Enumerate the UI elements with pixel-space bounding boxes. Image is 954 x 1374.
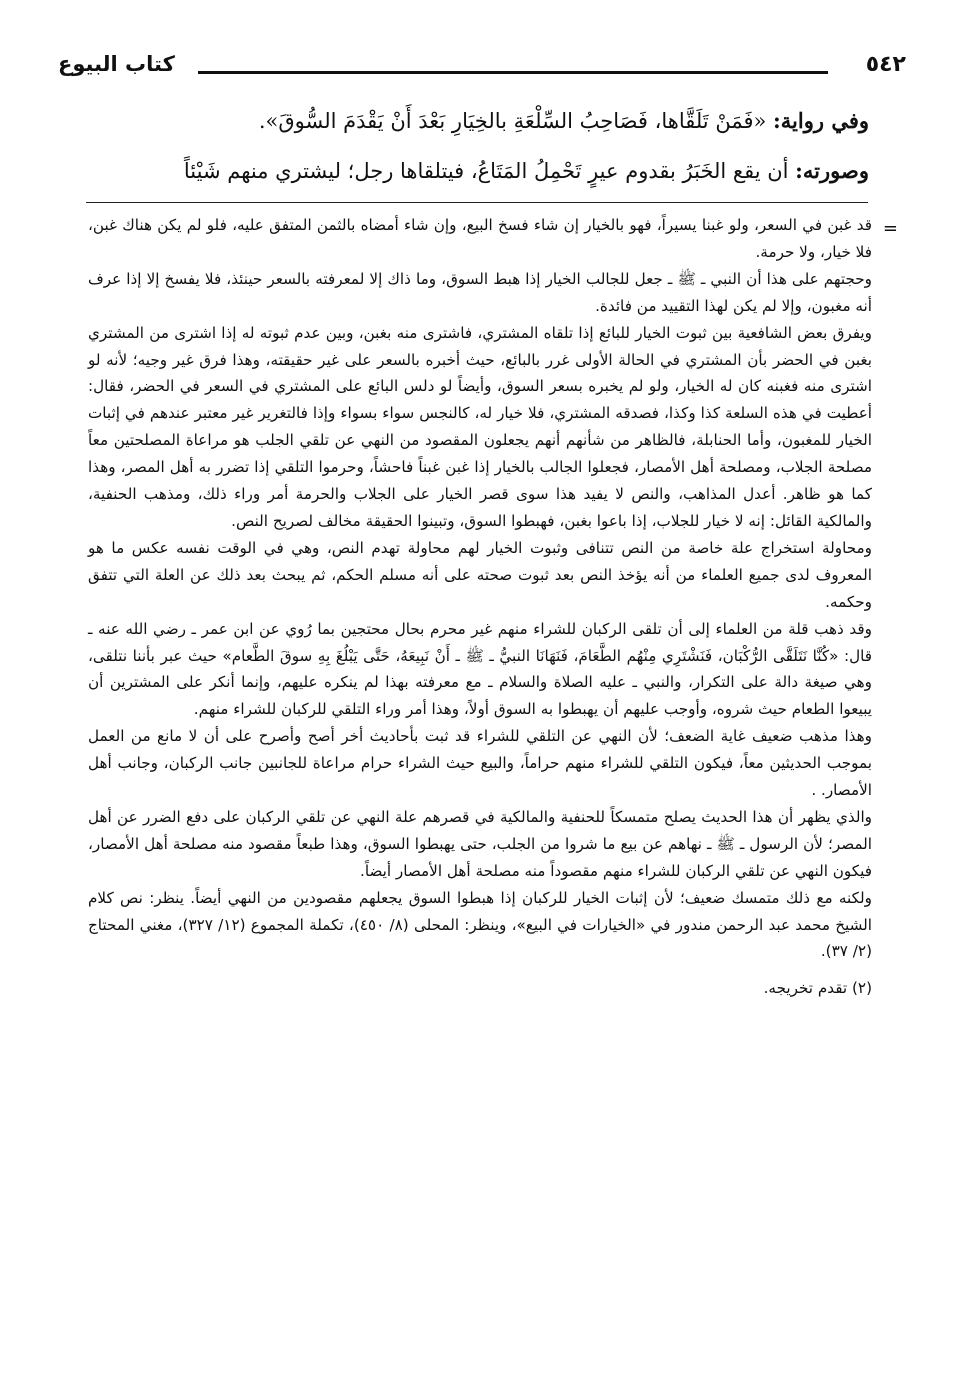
footnote-paragraph: وحجتهم على هذا أن النبي ـ ﷺ ـ جعل للجالب الخيار إذا هبط السوق، وما ذاك إلا لمعرفته بالسعر حينئذ، فلا يفسخ إلا إذا عرف أنه مغبون، وإلا لم يكن لهذا التقييد من فائدة. [88, 269, 872, 315]
footnote-separator [86, 202, 868, 203]
main-line-2-text: أن يقع الخَبَرُ بقدوم عيرٍ تَحْمِلُ المَتَاعُ، فيتلقاها رجل؛ ليشتري منهم شَيْئاً [183, 159, 789, 183]
page-header [58, 52, 906, 88]
footnote-paragraph: قد غبن في السعر، ولو غبنا يسيراً، فهو بالخيار إن شاء فسخ البيع، وإن شاء أمضاه بالثمن المتفق عليه، فلو لم يكن هناك غبن، فلا خيار، ولا حرمة. [88, 216, 872, 261]
footnote-paragraph: والذي يظهر أن هذا الحديث يصلح متمسكاً للحنفية والمالكية في قصرهم علة النهي عن تلقي الركبان على دفع الضرر عن أهل المصر؛ لأن الرسول ـ ﷺ ـ نهاهم عن بيع ما شروا من الجلب، حتى يهبطوا السوق، وهذا طبعاً مقصود منه مصلحة أهل الأمصار، فيكون النهي عن تلقي الركبان للشراء منهم مقصوداً منه مصلحة أهل الأمصار أيضاً. [88, 807, 872, 880]
footnotes [88, 212, 898, 1002]
footnote-paragraph: ومحاولة استخراج علة خاصة من النص تتنافى وثبوت الخيار لهم محاولة تهدم النص، وهي في الوقت نفسه عكس ما هو المعروف لدى جميع العلماء من أنه يؤخذ النص بعد ثبوت صحته على أنه مسلم الحكم، ثم يبحث بعد ذلك عن العلة التي تتفق وحكمه. [88, 538, 872, 611]
hadith-quote: «فَمَنْ تَلَقَّاها، فَصَاحِبُ السِّلْعَةِ بالخِيَارِ بَعْدَ أَنْ يَقْدَمَ السُّوقَ». [258, 109, 767, 133]
page-number: ٥٤٢ [865, 52, 906, 77]
footnote-paragraph: وهذا مذهب ضعيف غاية الضعف؛ لأن النهي عن التلقي للشراء قد ثبت بأحاديث أخر أصح وأصرح على أن لا مانع من العمل بموجب الحديثين معاً، فيكون التلقي للشراء منهم حراماً، والبيع حيث الشراء حرام مراعاة للجانبين جانب الركبان، وجانب أهل الأمصار. . [88, 727, 872, 800]
main-line-1-prefix: وفي رواية: [773, 108, 869, 133]
continuation-mark: = [882, 218, 898, 239]
footnote-2: (٢) تقدم تخريجه. [763, 979, 872, 998]
header-rule [198, 71, 828, 74]
footnote-paragraph: وقد ذهب قلة من العلماء إلى أن تلقى الركبان للشراء منهم غير محرم بحال محتجين بما رُوي عن ابن عمر ـ رضي الله عنه ـ قال: «كُنَّا نَتَلَقَّى الرُّكْبَان، فَنَشْتَرِي مِنْهُم الطَّعَامَ، فَنَهَانَا النبيُّ ـ ﷺ ـ أَنْ نَبِيعَهُ، حَتَّى يَبْلُغَ بِهِ سوقَ الطَّعام» حيث عبر بأننا نتلقى، وهي صيغة دالة على التكرار، والنبي ـ عليه الصلاة والسلام ـ مع معرفته بهذا لم ينكره عليهم، وإنما أنكر على المشترين أن يبيعوا الطعام حيث شروه، وأوجب عليهم أن يهبطوا به السوق أولاً، وهذا أمر وراء التلقي للركبان للشراء منهم. [88, 619, 872, 719]
main-line-2 [95, 146, 869, 196]
footnote-paragraph: ويفرق بعض الشافعية بين ثبوت الخيار للبائع إذا تلقاه المشتري، فاشترى منه بغبن، وبين عدم ثبوته له إذا اشترى من المشتري بغبن في الحضر بأن المشتري في الحالة الأولى غرر بالبائع، حيث أخبره بالسعر على غير حقيقته، وهذا فرق غير وجيه؛ لأنه لو اشترى منه فغبنه كان له الخيار، ولو لم يخبره بسعر السوق، وأيضاً لو دلس البائع على المشتري في السعر في الحضر، فقال: أعطيت في هذه السلعة كذا وكذا، فصدقه المشتري، فلا خيار له، كالنجس سواء بسواء وإذا فالتغرير غير معتبر عندهم في إثبات الخيار للمغبون، وأما الحنابلة، فالظاهر من شأنهم أنهم يجعلون المقصود من النهي عن تلقي الجلب هو مراعاة المصلحتين معاً مصلحة الجلاب، ومصلحة أهل الأمصار، فجعلوا الجالب بالخيار إذا غبن غبناً فاحشاً، وحرموا التلقي إذا تضرر به أهل المصر، وهذا كما هو ظاهر. أعدل المذاهب، والنص لا يفيد هذا سوى قصر الخيار على الجلاب والحرمة أمر وراء ذلك، ومذهب الحنفية، والمالكية القائل: إنه لا خيار للجلاب، إذا باعوا بغبن، فهبطوا السوق، وتبينوا الحقيقة مخالف لصريح النص. [88, 323, 872, 530]
main-line-1 [95, 96, 869, 146]
footnote-paragraph: ولكنه مع ذلك متمسك ضعيف؛ لأن إثبات الخيار للركبان إذا هبطوا السوق يجعلهم مقصودين من النهي أيضاً. ينظر: نص كلام الشيخ محمد عبد الرحمن مندور في «الخيارات في البيع»، وينظر: المحلى (٨/ ٤٥٠)، تكملة المجموع (١٢/ ٣٢٧)، مغني المحتاج (٢/ ٣٧). [88, 888, 873, 961]
main-line-2-prefix: وصورته: [795, 158, 869, 183]
book-title: كتاب البيوع [58, 52, 175, 76]
main-text [95, 96, 869, 196]
